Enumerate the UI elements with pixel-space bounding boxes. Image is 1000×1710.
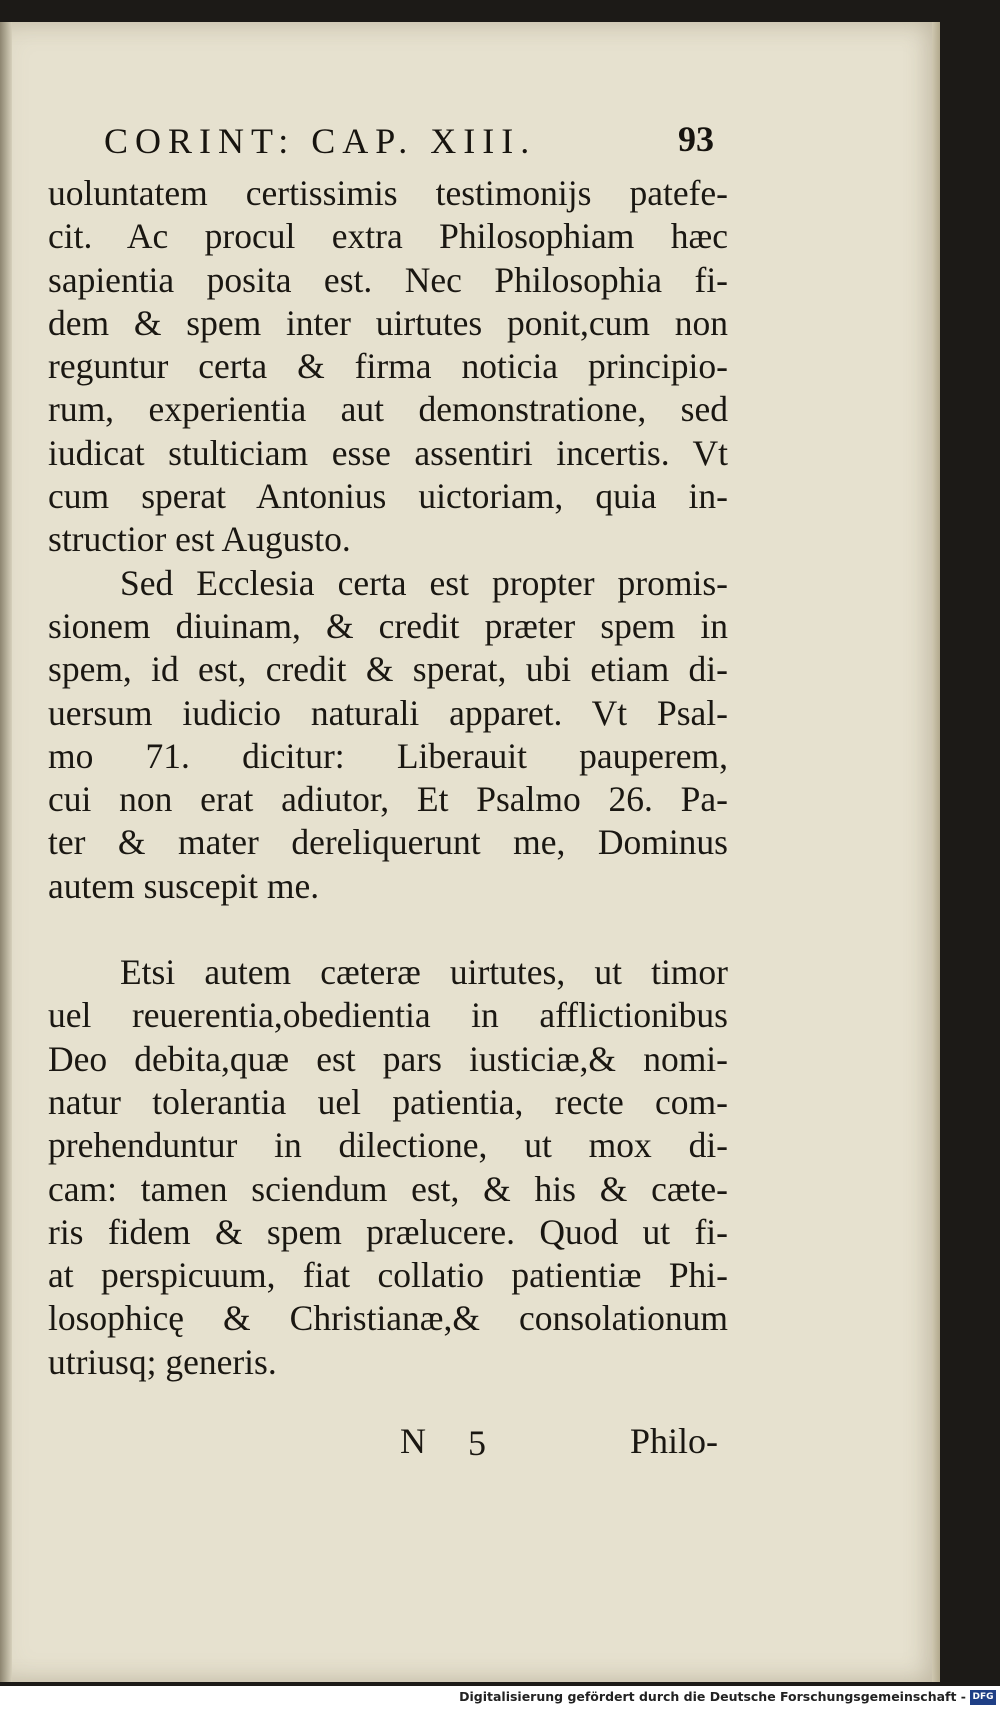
funding-credit: Digitalisierung gefördert durch die Deutsche Forschungsgemeinschaft - bbox=[459, 1689, 966, 1704]
text-line: ris fidem & spem prælucere. Quod ut fi- bbox=[48, 1211, 728, 1252]
text-line: sionem diuinam, & credit præter spem in bbox=[48, 605, 728, 646]
text-line: dem & spem inter uirtutes ponit,cum non bbox=[48, 302, 728, 343]
text-line: Sed Ecclesia certa est propter promis- bbox=[120, 562, 728, 603]
signature-mark: N bbox=[400, 1421, 426, 1461]
text-line: Deo debita,quæ est pars iusticiæ,& nomi- bbox=[48, 1038, 728, 1079]
text-line: natur tolerantia uel patientia, recte com- bbox=[48, 1081, 728, 1122]
text-line: reguntur certa & firma noticia principio- bbox=[48, 346, 728, 387]
text-line: uel reuerentia,obedientia in afflictionibus bbox=[48, 995, 728, 1036]
book-page bbox=[0, 22, 940, 1682]
catchline bbox=[400, 1420, 718, 1470]
text-line: spem, id est, credit & sperat, ubi etiam di- bbox=[48, 649, 728, 690]
text-line: at perspicuum, fiat collatio patientiæ Phi- bbox=[48, 1255, 728, 1296]
text-line: cit. Ac procul extra Philosophiam hæc bbox=[48, 216, 728, 257]
signature-number: 5 bbox=[468, 1423, 486, 1463]
text-line: autem suscepit me. bbox=[48, 865, 320, 906]
digitization-footer bbox=[0, 1686, 1000, 1710]
paragraph bbox=[48, 172, 728, 562]
text-line: structior est Augusto. bbox=[48, 519, 351, 560]
text-line: rum, experientia aut demonstratione, sed bbox=[48, 389, 728, 430]
text-line: uersum iudicio naturali apparet. Vt Psal- bbox=[48, 692, 728, 733]
binding-gutter bbox=[0, 22, 12, 1682]
running-head: CORINT: CAP. XIII. bbox=[104, 121, 537, 161]
paragraph bbox=[48, 951, 728, 1384]
text-line: Etsi autem cæteræ uirtutes, ut timor bbox=[120, 952, 728, 993]
text-line: uoluntatem certissimis testimonijs patefe- bbox=[48, 173, 728, 213]
page-number: 93 bbox=[678, 119, 714, 159]
text-line: mo 71. dicitur: Liberauit pauperem, bbox=[48, 735, 728, 776]
page-header bbox=[104, 106, 714, 162]
paragraph bbox=[48, 562, 728, 908]
catchword: Philo- bbox=[629, 1421, 718, 1461]
text-line: prehenduntur in dilectione, ut mox di- bbox=[48, 1125, 728, 1166]
text-line: cam: tamen sciendum est, & his & cæte- bbox=[48, 1168, 728, 1209]
text-line: iudicat stulticiam esse assentiri incertis. Vt bbox=[48, 432, 728, 473]
text-line: ter & mater dereliquerunt me, Dominus bbox=[48, 822, 728, 863]
text-line: cum sperat Antonius uictoriam, quia in- bbox=[48, 476, 728, 517]
paragraph-gap bbox=[48, 908, 728, 951]
page-edge bbox=[932, 22, 940, 1682]
text-line: losophicę & Christianæ,& consolationum bbox=[48, 1298, 728, 1339]
dfg-logo: DFG bbox=[970, 1690, 996, 1705]
text-line: sapientia posita est. Nec Philosophia fi- bbox=[48, 259, 728, 300]
body-text bbox=[48, 172, 728, 1384]
text-line: utriusq; generis. bbox=[48, 1341, 277, 1382]
text-line: cui non erat adiutor, Et Psalmo 26. Pa- bbox=[48, 779, 728, 820]
